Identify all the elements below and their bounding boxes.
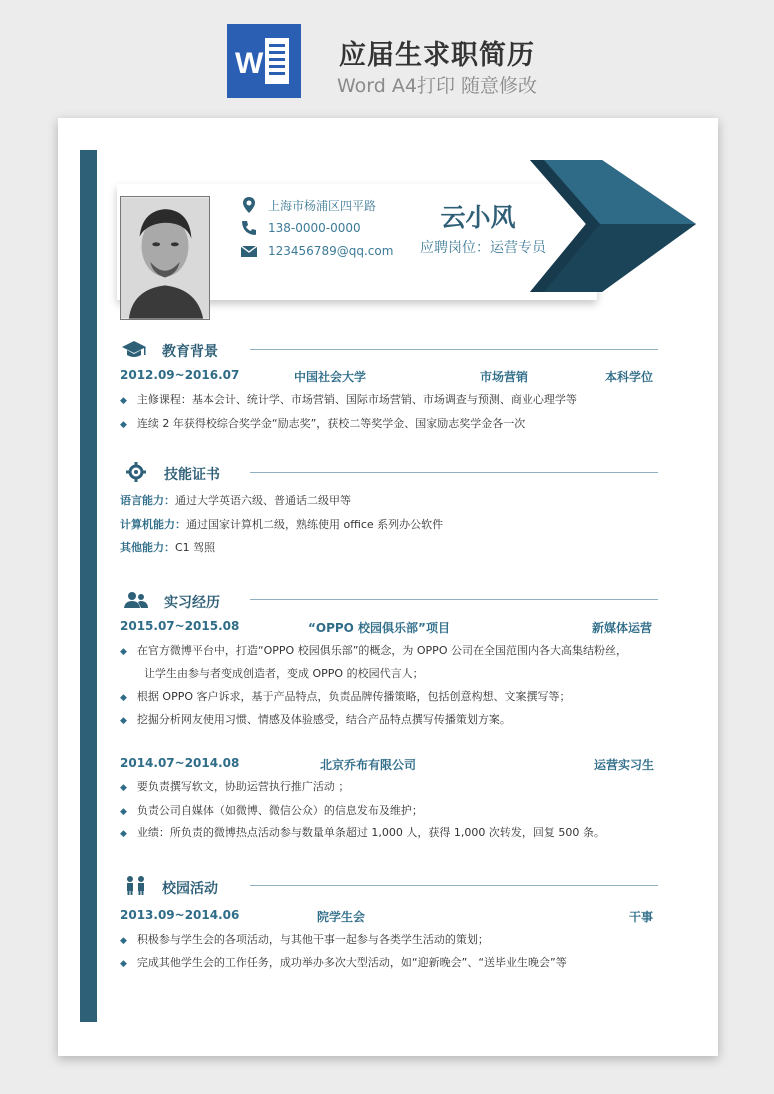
education-school: 中国社会大学 (294, 370, 367, 384)
candidate-name: 云小风 (440, 203, 516, 232)
profile-photo (120, 196, 210, 320)
people-icon (124, 590, 148, 610)
list-item: ◆ 根据 OPPO 客户诉求，基于产品特点，负责品牌传播策略，包括创意构想、文案撰写等； (120, 690, 571, 703)
internship-role: 运营实习生 (594, 758, 655, 772)
campus-org: 院学生会 (317, 910, 366, 924)
skill-computer: 计算机能力：通过国家计算机二级，熟练使用 office 系列办公软件 (120, 518, 444, 531)
skills-divider (250, 472, 658, 473)
internship-period: 2014.07~2014.08 (120, 756, 240, 770)
list-item: ◆ 完成其他学生会的工作任务，成功举办多次大型活动，如“迎新晚会”、“送毕业生晚会”等 (120, 956, 567, 969)
education-title: 教育背景 (162, 344, 218, 360)
gear-icon (124, 462, 148, 482)
page-title: 应届生求职简历 (339, 40, 535, 71)
list-item: ◆ 在官方微博平台中，打造“OPPO 校园俱乐部”的概念，为 OPPO 公司在全国范围内各大高集结粉丝， (120, 644, 627, 657)
education-divider (250, 349, 658, 350)
page-subtitle: Word A4打印 随意修改 (336, 75, 537, 97)
email-text: 123456789@qq.com (268, 244, 394, 258)
list-item: ◆ 业绩：所负责的微博热点活动参与数量单条超过 1,000 人，获得 1,000 次转发，回复 500 条。 (120, 826, 605, 839)
internship-org: “OPPO 校园俱乐部”项目 (308, 621, 450, 635)
phone-icon (240, 219, 258, 237)
resume-paper (58, 118, 718, 1056)
skill-language: 语言能力：通过大学英语六级、普通话二级甲等 (120, 494, 351, 507)
graduation-cap-icon (122, 339, 146, 359)
word-icon (227, 24, 301, 98)
education-period: 2012.09~2016.07 (120, 368, 240, 382)
location-pin-icon (240, 196, 258, 214)
internship-divider (250, 599, 658, 600)
address-text: 上海市杨浦区四平路 (268, 198, 377, 213)
skill-other: 其他能力：C1 驾照 (120, 541, 216, 554)
campus-title: 校园活动 (162, 881, 218, 897)
mail-icon (240, 242, 258, 260)
internship-title: 实习经历 (164, 595, 220, 611)
contact-phone (240, 219, 361, 237)
education-degree: 本科学位 (605, 370, 654, 384)
skills-title: 技能证书 (164, 467, 220, 483)
campus-period: 2013.09~2014.06 (120, 908, 240, 922)
education-major: 市场营销 (480, 370, 529, 384)
list-item: 让学生由参与者变成创造者，变成 OPPO 的校园代言人； (144, 667, 424, 680)
list-item: ◆ 负责公司自媒体（如微博、微信公众）的信息发布及维护； (120, 804, 423, 817)
list-item: ◆ 要负责撰写软文，协助运营执行推广活动 ； (120, 780, 350, 793)
word-icon-letter: W (235, 47, 264, 80)
contact-email (240, 242, 393, 260)
list-item: ◆ 挖掘分析网友使用习惯、情感及体验感受，结合产品特点撰写传播策划方案。 (120, 713, 511, 726)
phone-text: 138-0000-0000 (268, 221, 361, 235)
page-header (0, 0, 774, 115)
list-item: ◆ 积极参与学生会的各项活动，与其他干事一起参与各类学生活动的策划； (120, 933, 489, 946)
list-item: ◆ 连续 2 年获得校综合奖学金“励志奖”，获校二等奖学金、国家励志奖学金各一次 (120, 417, 526, 430)
group-icon (124, 875, 148, 895)
chevron-arrow-decoration (530, 158, 696, 296)
internship-org: 北京乔布有限公司 (320, 758, 417, 772)
internship-period: 2015.07~2015.08 (120, 619, 240, 633)
contact-address (240, 196, 376, 214)
campus-role: 干事 (629, 910, 654, 924)
side-accent-bar (80, 150, 97, 1022)
campus-divider (250, 885, 658, 886)
list-item: ◆ 主修课程：基本会计、统计学、市场营销、国际市场营销、市场调查与预测、商业心理学等 (120, 393, 577, 406)
internship-role: 新媒体运营 (592, 621, 653, 635)
target-position: 应聘岗位：运营专员 (420, 240, 546, 256)
